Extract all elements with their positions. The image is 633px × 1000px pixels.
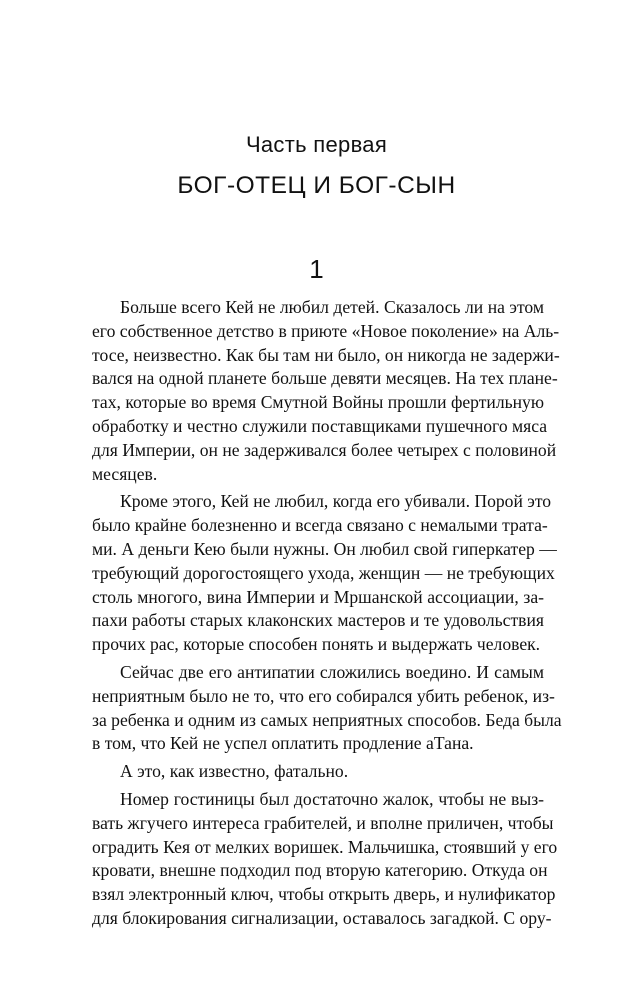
text-line: А это, как известно, фатально.: [120, 761, 349, 782]
text-line: для блокирования сигнализации, оставалось загадкой. С ору-: [92, 907, 552, 928]
text-line: его собственное детство в приюте «Новое поколение» на Аль-: [92, 320, 560, 341]
part-title: БОГ-ОТЕЦ И БОГ-СЫН: [177, 172, 456, 199]
text-line: вался на одной планете больше девяти месяцев. На тех плане-: [92, 368, 558, 389]
text-line: кровати, внешне подходил под вторую категорию. Откуда он: [92, 860, 548, 881]
text-line: было крайне болезненно и всегда связано с немалыми трата-: [92, 515, 548, 536]
text-line: ми. А деньги Кею были нужны. Он любил свой гиперкатер —: [92, 538, 557, 559]
text-line: прочих рас, которые способен понять и выдержать человек.: [92, 634, 541, 655]
text-line: взял электронный ключ, чтобы открыть дверь, и нулификатор: [92, 884, 556, 905]
chapter-number: 1: [309, 254, 324, 284]
text-line: оградить Кея от мелких воришек. Мальчишка, стоявший у его: [92, 836, 558, 857]
text-line: Больше всего Кей не любил детей. Сказалось ли на этом: [120, 297, 544, 317]
text-line: вать жгучего интереса грабителей, и вполне приличен, чтобы: [92, 812, 554, 833]
text-line: для Империи, он не задерживался более четырех с половиной: [92, 439, 557, 460]
text-line: обработку и честно служили поставщиками пушечного мяса: [92, 415, 548, 436]
text-line: Номер гостиницы был достаточно жалок, чтобы не выз-: [120, 788, 544, 809]
chapter-body: [92, 296, 562, 931]
text-line: тах, которые во время Смутной Войны прошли фертильную: [92, 392, 544, 413]
text-line: Сейчас две его антипатии сложились воедино. И самым: [120, 661, 544, 682]
text-line: пахи работы старых клаконских мастеров и те удовольствия: [92, 610, 544, 631]
text-line: в том, что Кей не успел оплатить продление аТана.: [92, 733, 474, 754]
text-line: тосе, неизвестно. Как бы там ни было, он никогда не задержи-: [92, 344, 560, 365]
text-line: за ребенка и одним из самых неприятных способов. Беда была: [92, 709, 562, 730]
text-line: неприятным было не то, что его собирался убить ребенок, из-: [92, 685, 555, 706]
text-line: столь многого, вина Империи и Мршанской ассоциации, за-: [92, 586, 544, 607]
part-label: Часть первая: [245, 132, 388, 157]
text-line: требующий дорогостоящего ухода, женщин — не требующих: [92, 562, 555, 583]
text-line: месяцев.: [92, 463, 158, 484]
text-line: Кроме этого, Кей не любил, когда его убивали. Порой это: [120, 491, 552, 512]
